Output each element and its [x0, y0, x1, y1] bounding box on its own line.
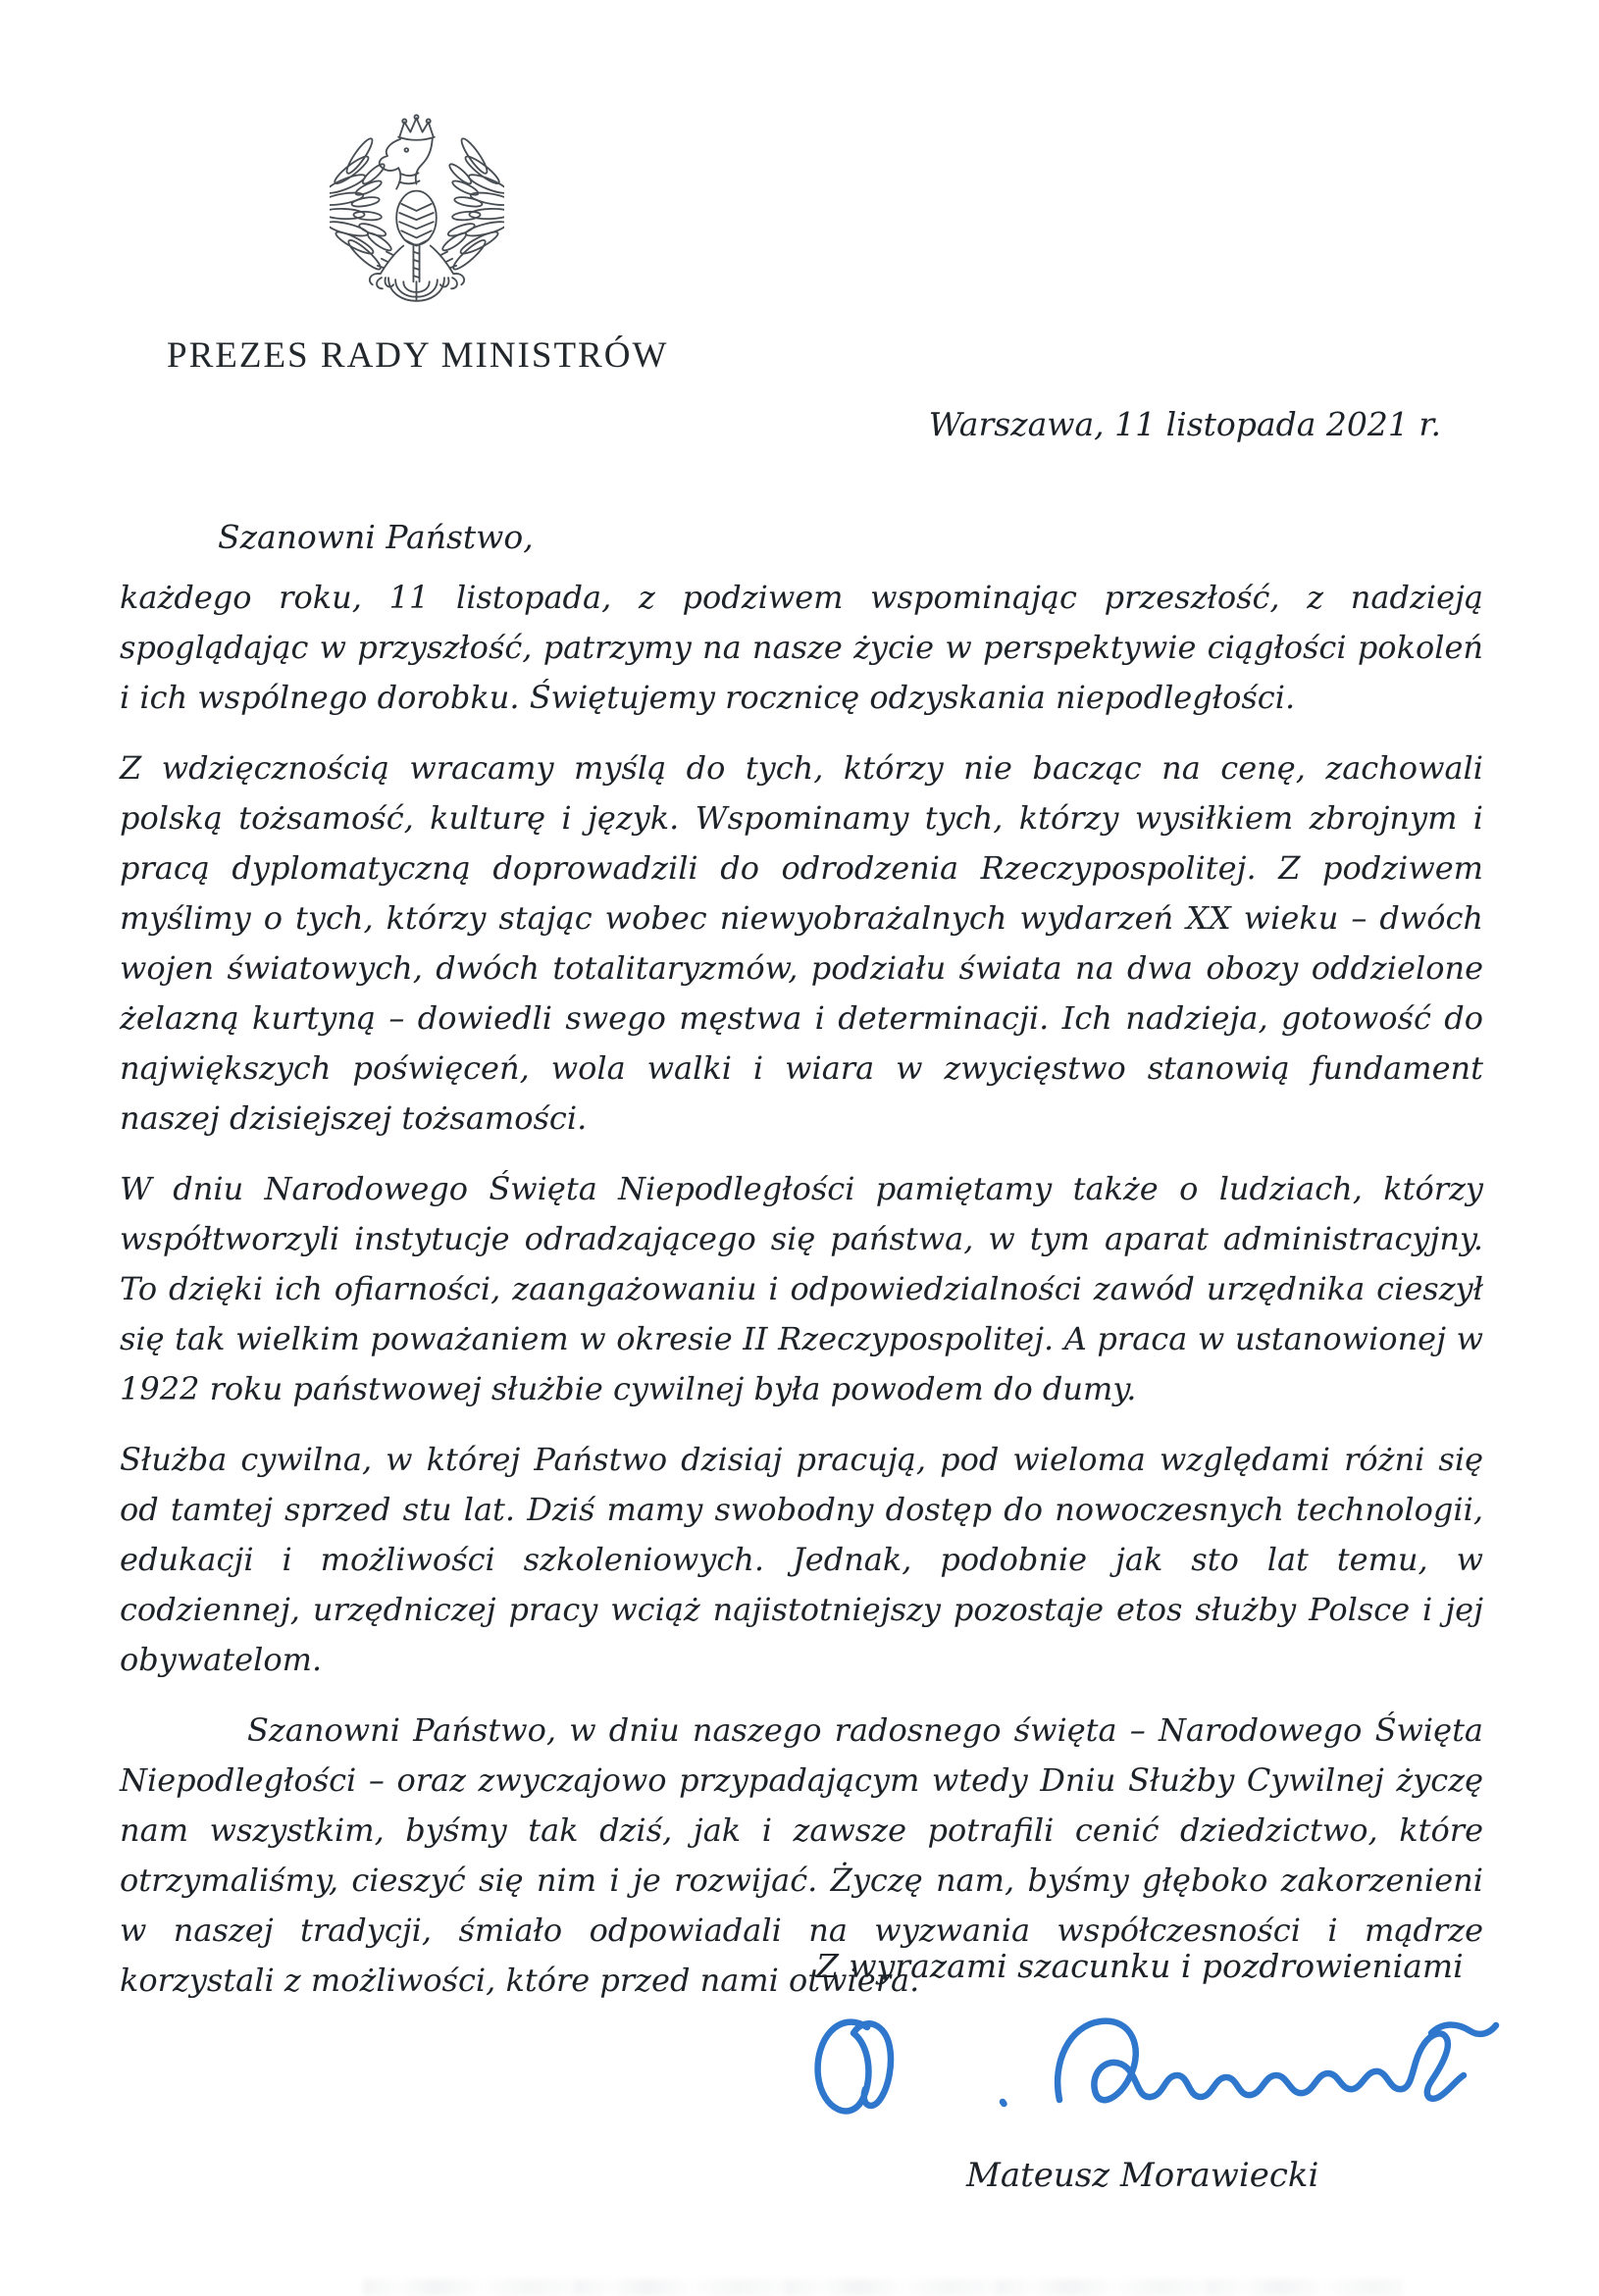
handwritten-signature	[802, 2003, 1509, 2156]
letterhead-title: PREZES RADY MINISTRÓW	[167, 335, 669, 376]
scan-artifact-smudge	[363, 2279, 1403, 2296]
paragraph-3: W dniu Narodowego Święta Niepodległości pamiętamy także o ludziach, którzy współtworzyli instytucje odradzającego się państwa, w tym aparat administracyjny. To dzięki ich ofiarności, zaangażowaniu i odpowiedzialności zawód urzędnika cieszył się tak wielkim poważaniem w okresie II Rzeczypospolitej. A praca w ustanowionej w 1922 roku państwowej służbie cywilnej była powodem do dumy.	[120, 1170, 1483, 1407]
dateline: Warszawa, 11 listopada 2021 r.	[928, 405, 1441, 443]
paragraph-1: każdego roku, 11 listopada, z podziwem wspominając przeszłość, z nadzieją spoglądając w przyszłość, patrzymy na nasze życie w perspektywie ciągłości pokoleń i ich wspólnego dorobku. Świętujemy rocznicę odzyskania niepodległości.	[120, 579, 1483, 716]
polish-eagle-emblem	[330, 112, 504, 312]
eagle-icon	[330, 112, 504, 312]
closing-line: Z wyrazami szacunku i pozdrowieniami	[816, 1947, 1464, 1985]
salutation: Szanowni Państwo,	[218, 518, 534, 556]
paragraph-4: Służba cywilna, w której Państwo dzisiaj pracują, pod wieloma względami różni się od tamtej sprzed stu lat. Dziś mamy swobodny dostęp do nowoczesnych technologii, edukacji i możliwości szkoleniowych. Jednak, podobnie jak sto lat temu, w codziennej, urzędniczej pracy wciąż najistotniejszy pozostaje etos służby Polsce i jej obywatelom.	[120, 1441, 1483, 1678]
letter-body	[120, 573, 1483, 2026]
signatory-name: Mateusz Morawiecki	[966, 2156, 1319, 2195]
paragraph-5: Szanowni Państwo, w dniu naszego radosnego święta – Narodowego Święta Niepodległości – oraz zwyczajowo przypadającym wtedy Dniu Służby Cywilnej życzę nam wszystkim, byśmy tak dziś, jak i zawsze potrafili cenić dziedzictwo, które otrzymaliśmy, cieszyć się nim i je rozwijać. Życzę nam, byśmy głęboko zakorzenieni w naszej tradycji, śmiało odpowiadali na wyzwania współczesności i mądrze korzystali z możliwości, które przed nami otwiera.	[120, 1711, 1483, 1999]
paragraph-2: Z wdzięcznością wracamy myślą do tych, którzy nie bacząc na cenę, zachowali polską tożsamość, kulturę i język. Wspominamy tych, którzy wysiłkiem zbrojnym i pracą dyplomatyczną doprowadzili do odrodzenia Rzeczypospolitej. Z podziwem myślimy o tych, którzy stając wobec niewyobrażalnych wydarzeń XX wieku – dwóch wojen światowych, dwóch totalitaryzmów, podziału świata na dwa obozy oddzielone żelazną kurtyną – dowiedli swego męstwa i determinacji. Ich nadzieja, gotowość do największych poświęceń, wola walki i wiara w zwycięstwo stanowią fundament naszej dzisiejszej tożsamości.	[120, 749, 1483, 1137]
signature-ink-icon	[802, 2003, 1509, 2156]
